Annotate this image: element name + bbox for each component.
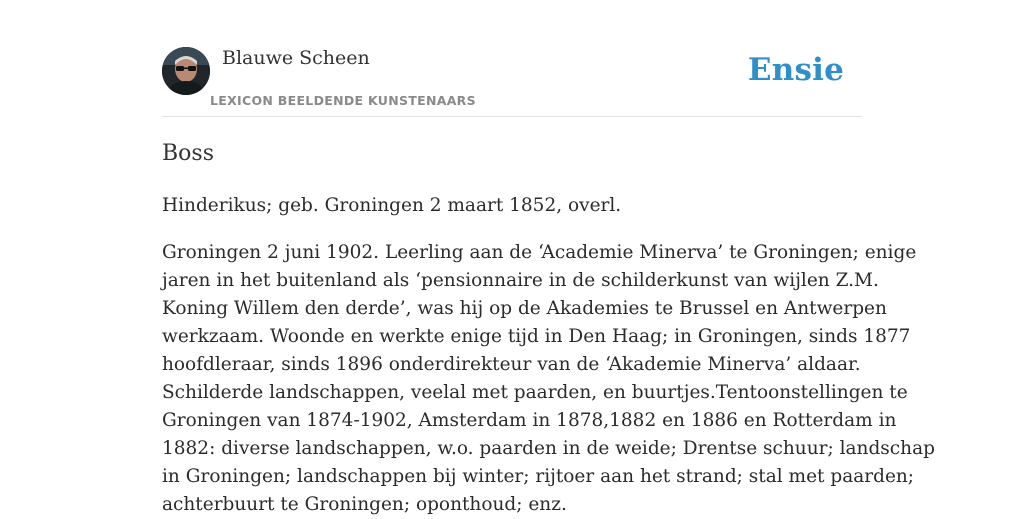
article-intro: Hinderikus; geb. Groningen 2 maart 1852, overl.: [162, 195, 622, 216]
author-name[interactable]: Blauwe Scheen: [222, 47, 370, 69]
avatar-photo: [162, 47, 210, 95]
page-container: [162, 0, 935, 515]
body-line: achterbuurt te Groningen; oponthoud; enz.: [162, 494, 567, 515]
brand-logo[interactable]: Ensie: [747, 52, 844, 88]
body-line: Groningen 2 juni 1902. Leerling aan de ‘Academie Minerva’ te Groningen; enige: [162, 242, 917, 263]
article-title: Boss: [162, 141, 214, 166]
body-line: jaren in het buitenland als ‘pensionnaire in de schilderkunst van wijlen Z.M.: [162, 270, 879, 291]
body-line: Schilderde landschappen, veelal met paarden, en buurtjes.Tentoonstellingen te: [162, 382, 908, 403]
header: [162, 0, 862, 117]
body-line: 1882: diverse landschappen, w.o. paarden in de weide; Drentse schuur; landschap: [162, 438, 935, 459]
category-label[interactable]: LEXICON BEELDENDE KUNSTENAARS: [210, 93, 476, 108]
body-line: werkzaam. Woonde en werkte enige tijd in Den Haag; in Groningen, sinds 1877: [162, 326, 911, 347]
body-line: Koning Willem den derde’, was hij op de Akademies te Brussel en Antwerpen: [162, 298, 887, 319]
author-avatar[interactable]: [162, 47, 210, 95]
body-line: Groningen van 1874-1902, Amsterdam in 1878,1882 en 1886 en Rotterdam in: [162, 410, 897, 431]
body-line: in Groningen; landschappen bij winter; rijtoer aan het strand; stal met paarden;: [162, 466, 915, 487]
body-line: hoofdleraar, sinds 1896 onderdirekteur van de ‘Akademie Minerva’ aldaar.: [162, 354, 861, 375]
article-body: [162, 239, 935, 519]
